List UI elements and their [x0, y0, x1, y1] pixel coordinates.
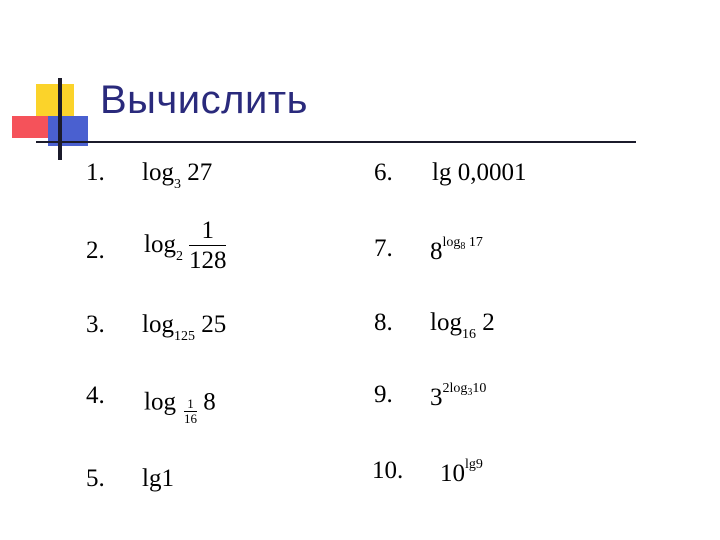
task-1-number: 1.	[86, 159, 105, 186]
task-7-number: 7.	[374, 235, 393, 262]
task-1-expression: $\log_3 27$	[142, 159, 213, 192]
task-6-number: 6.	[374, 159, 393, 186]
task-4-expression: log $\frac{1}{16}$ 8	[144, 388, 216, 427]
title-underline	[36, 141, 636, 143]
task-5-number: 5.	[86, 465, 105, 492]
task-9-number: 9.	[374, 381, 393, 408]
task-2-expression: $\log_2$ $\frac{1}{128}$	[144, 217, 227, 275]
task-4-number: 4.	[86, 382, 105, 409]
task-2-number: 2.	[86, 237, 105, 264]
task-10-expression: $10^{lg9}$	[440, 457, 483, 487]
task-10-number: 10.	[372, 457, 404, 484]
task-8-number: 8.	[374, 309, 393, 336]
task-3-number: 3.	[86, 311, 105, 338]
task-9-expression: $3^{2log_310}$	[430, 381, 487, 411]
decor-vertical-bar	[58, 78, 62, 160]
task-8-expression: $\log_{16} 2$	[430, 309, 495, 342]
task-3-expression: $\log_{125} 25$	[142, 311, 227, 344]
task-7-expression: $8^{log_8 17}$	[430, 235, 483, 265]
task-5-expression: lg1	[142, 465, 174, 492]
slide-title: Вычислить	[100, 78, 308, 122]
task-6-expression: lg 0,0001	[432, 159, 527, 186]
